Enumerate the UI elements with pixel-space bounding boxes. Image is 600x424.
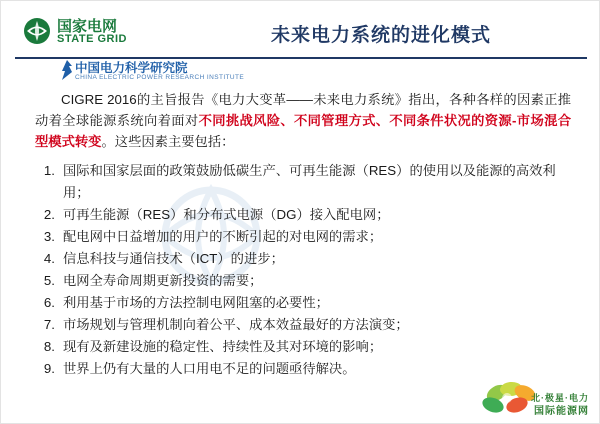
list-item <box>35 336 571 358</box>
list-item-text: 现有及新建设施的稳定性、持续性及其对环境的影响； <box>63 339 383 354</box>
list-item-text: 市场规划与管理机制向着公平、成本效益最好的方法演变； <box>63 317 409 332</box>
list-item-text: 世界上仍有大量的人口用电不足的问题亟待解决。 <box>63 361 356 376</box>
list-item-number: 7. <box>43 317 55 332</box>
list-item-text: 配电网中日益增加的用户的不断引起的对电网的需求； <box>63 229 383 244</box>
list-item <box>35 314 571 336</box>
list-item-text: 国际和国家层面的政策鼓励低碳生产、可再生能源（RES）的使用以及能源的高效利用； <box>63 163 556 200</box>
list-item-number: 9. <box>43 361 55 376</box>
epri-logo-en: CHINA ELECTRIC POWER RESEARCH INSTITUTE <box>75 74 245 81</box>
epri-mark-icon <box>61 60 73 80</box>
list-item-number: 5. <box>43 273 55 288</box>
slide-body <box>35 89 571 380</box>
list-item-text: 信息科技与通信技术（ICT）的进步； <box>63 251 284 266</box>
list-item <box>35 160 571 204</box>
list-item <box>35 292 571 314</box>
page-title: 未来电力系统的进化模式 <box>270 25 491 46</box>
intro-part-1: CIGRE 2016的主旨报告《电力大变革——未来电力系统》指出，各种各样的因素正推动着全球能源系统向着面对 <box>35 92 571 128</box>
list-item <box>35 248 571 270</box>
list-item <box>35 358 571 380</box>
list-item <box>35 270 571 292</box>
list-item-number: 1. <box>43 163 55 178</box>
factor-list <box>35 160 571 380</box>
list-item-number: 3. <box>43 229 55 244</box>
list-item <box>35 226 571 248</box>
epri-logo <box>61 58 281 86</box>
watermark-line-2: 国际能源网 <box>534 406 589 417</box>
list-item-number: 8. <box>43 339 55 354</box>
watermark-line-1: 北·极星·电力 <box>531 393 589 403</box>
state-grid-logo-en: STATE GRID <box>57 33 127 45</box>
slide-header <box>1 1 600 81</box>
list-item-number: 6. <box>43 295 55 310</box>
list-item-text: 电网全寿命周期更新投资的需要； <box>63 273 263 288</box>
intro-part-3: 。这些因素主要包括： <box>101 134 235 149</box>
state-grid-logo <box>23 15 173 49</box>
list-item-number: 2. <box>43 207 55 222</box>
list-item-number: 4. <box>43 251 55 266</box>
list-item-text: 可再生能源（RES）和分布式电源（DG）接入配电网； <box>63 207 390 222</box>
intro-highlight: 不同挑战风险、不同管理方式、不同条件状况的资源-市场混合型模式转变 <box>35 113 571 149</box>
list-item <box>35 204 571 226</box>
state-grid-logo-cn: 国家电网 <box>57 18 118 35</box>
state-grid-globe-icon <box>23 17 51 45</box>
list-item-text: 利用基于市场的方法控制电网阻塞的必要性； <box>63 295 329 310</box>
intro-paragraph <box>35 89 571 152</box>
epri-logo-cn: 中国电力科学研究院 <box>75 61 188 75</box>
